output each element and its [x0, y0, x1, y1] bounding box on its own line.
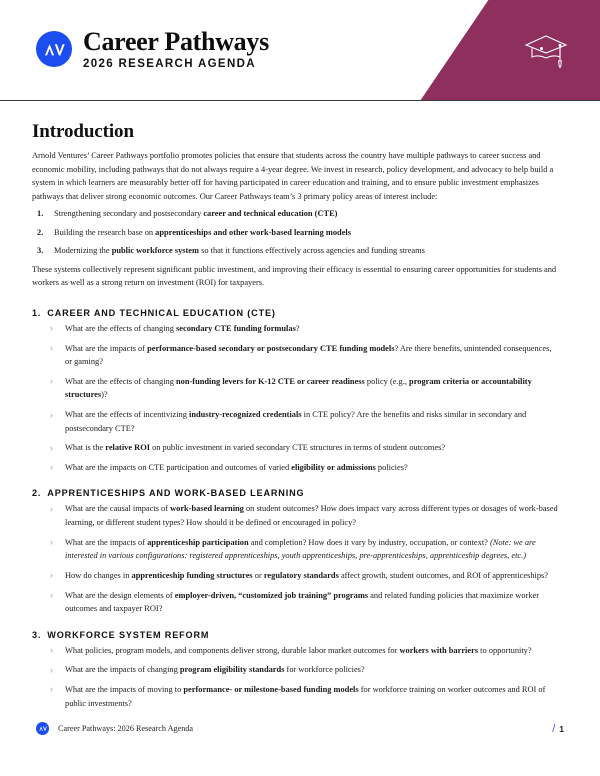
research-question-item	[65, 536, 568, 563]
question-emphasis: program criteria or accountability structures	[65, 376, 532, 400]
numbered-section	[32, 630, 568, 710]
item-lead: Building the research base on	[54, 227, 156, 237]
research-question-item	[65, 569, 568, 583]
section-heading-label: CAREER AND TECHNICAL EDUCATION (CTE)	[47, 307, 276, 318]
question-emphasis: secondary CTE funding formulas	[176, 323, 296, 333]
graduation-cap-icon	[523, 32, 569, 68]
item-emphasis: apprenticeships and other work-based learning models	[155, 227, 351, 237]
question-text: What are the causal impacts of	[65, 504, 171, 514]
question-emphasis: employer-driven, “customized job training” programs	[174, 590, 369, 600]
question-text: affect growth, student outcomes, and ROI of apprenticeships?	[338, 570, 549, 580]
footer-separator: /	[552, 722, 556, 735]
question-text: )?	[101, 390, 108, 400]
question-text: What are the impacts of moving to	[65, 684, 184, 694]
question-text: What policies, program models, and components deliver strong, durable labor market outcomes for	[65, 645, 400, 655]
question-emphasis: apprenticeship participation	[147, 537, 249, 547]
research-question-item	[65, 322, 568, 336]
item-lead: Modernizing the	[54, 245, 112, 255]
question-text: policy (e.g.,	[364, 376, 410, 386]
question-text: ?	[295, 323, 300, 333]
section-number: 2.	[32, 488, 42, 499]
research-question-item	[65, 589, 568, 616]
question-text: What are the impacts of	[65, 537, 148, 547]
question-emphasis: program eligibility standards	[179, 665, 285, 675]
page-footer	[0, 722, 600, 735]
introduction-heading: Introduction	[32, 121, 134, 142]
section-heading	[32, 308, 568, 318]
research-question-item	[65, 502, 568, 529]
question-text: What are the effects of incentivizing	[65, 410, 190, 420]
question-text: and completion? How does it vary by industry, occupation, or context?	[248, 537, 490, 547]
question-text: How do changes in	[65, 570, 132, 580]
question-text: What are the impacts on CTE participation and outcomes of varied	[65, 462, 292, 472]
page-title: Career Pathways	[83, 27, 269, 56]
question-text: What are the effects of changing	[65, 323, 176, 333]
section-number: 3.	[32, 629, 42, 640]
question-text: on student outcomes? How does impact vary across different types or dosages of work-based learning, or different student types? How should it be defined or encouraged in policy?	[65, 504, 558, 528]
header-accent-shape	[420, 0, 600, 101]
question-text: policies?	[375, 462, 408, 472]
question-emphasis: non-funding levers for K-12 CTE or career readiness	[176, 376, 365, 386]
research-question-item	[65, 441, 568, 455]
question-emphasis: relative ROI	[105, 443, 150, 453]
section-heading	[32, 488, 568, 498]
research-question-item	[65, 644, 568, 658]
page-subtitle: 2026 RESEARCH AGENDA	[83, 58, 256, 71]
question-text: for workforce policies?	[284, 665, 365, 675]
numbered-sections	[32, 308, 568, 710]
research-question-list	[32, 644, 568, 710]
section-heading	[32, 630, 568, 640]
section-number: 1.	[32, 307, 42, 318]
numbered-section	[32, 488, 568, 615]
research-question-item	[65, 408, 568, 435]
page-number-group	[552, 723, 564, 735]
section-heading-label: WORKFORCE SYSTEM REFORM	[47, 629, 210, 640]
question-emphasis: industry-recognized credentials	[189, 410, 302, 420]
introduction-paragraph-1: Arnold Ventures’ Career Pathways portfolio promotes policies that ensure that students across the country have multiple pathways to career success and economic mobility, including pathways that do not always require a 4-year degree. We invest in research, policy development, and advocacy to help build a system in which learners are measurably better off for having participated in career education and training, and to ensure public investment emphasizes pathways that deliver strong economic outcomes. Our Career Pathways team’s 3 primary policy areas of interest include:	[32, 151, 554, 201]
question-emphasis: apprenticeship funding structures	[131, 570, 253, 580]
question-text: What are the impacts of	[65, 343, 148, 353]
section-heading-label: APPRENTICESHIPS AND WORK-BASED LEARNING	[47, 488, 305, 499]
question-text: What is the	[65, 443, 106, 453]
primary-policy-area-item	[54, 208, 568, 221]
primary-policy-areas-list	[32, 208, 568, 257]
question-text: on public investment in varied secondary CTE structures in terms of student outcomes?	[149, 443, 446, 453]
question-emphasis: eligibility or admissions	[291, 462, 376, 472]
research-question-list	[32, 502, 568, 615]
av-monogram-icon	[36, 31, 72, 67]
document-body	[0, 101, 600, 716]
question-text: and related funding policies that maximize worker outcomes and taxpayer ROI?	[65, 590, 540, 614]
question-text: What are the impacts of changing	[65, 665, 180, 675]
introduction-paragraph-2: These systems collectively represent significant public investment, and improving their efficacy is essential to ensuring career opportunities for students and workers as well as a strong return on investment (ROI) for taxpayers.	[32, 264, 557, 288]
primary-policy-area-item	[54, 245, 568, 258]
research-question-item	[65, 683, 568, 710]
question-note: (Note: we are interested in various configurations: registered apprenticeships, youth apprenticeships, pre-apprenticeships, apprenticeship degrees, etc.)	[65, 537, 536, 561]
brand-lockup	[36, 28, 269, 71]
research-question-list	[32, 322, 568, 474]
question-text: What are the design elements of	[65, 590, 175, 600]
page-header	[0, 0, 600, 101]
av-monogram-icon	[36, 722, 49, 735]
numbered-section	[32, 308, 568, 474]
question-text: ? Are there benefits, unintended consequences, or gaming?	[65, 343, 552, 367]
research-question-item	[65, 375, 568, 402]
item-tail: so that it functions effectively across agencies and funding streams	[199, 245, 425, 255]
question-emphasis: work-based learning	[170, 504, 244, 514]
question-emphasis: workers with barriers	[399, 645, 479, 655]
question-emphasis: performance-based secondary or postsecondary CTE funding models	[147, 343, 395, 353]
item-emphasis: public workforce system	[111, 245, 199, 255]
primary-policy-area-item	[54, 227, 568, 240]
footer-label: Career Pathways: 2026 Research Agenda	[58, 724, 194, 733]
question-text: in CTE policy? Are the benefits and risks similar in secondary and postsecondary CTE?	[65, 410, 527, 433]
footer-brand	[36, 722, 193, 735]
research-question-item	[65, 461, 568, 475]
question-text: or	[252, 570, 264, 580]
item-lead: Strengthening secondary and postsecondary	[54, 209, 204, 219]
question-emphasis: performance- or milestone-based funding models	[183, 684, 359, 694]
question-text: What are the effects of changing	[65, 376, 176, 386]
research-question-item	[65, 342, 568, 369]
item-emphasis: career and technical education (CTE)	[203, 209, 338, 219]
question-text: to opportunity?	[478, 645, 532, 655]
page-number: 1	[559, 723, 564, 734]
question-emphasis: regulatory standards	[263, 570, 339, 580]
research-question-item	[65, 663, 568, 677]
question-text: for workforce training on worker outcomes and ROI of public investments?	[65, 684, 546, 708]
